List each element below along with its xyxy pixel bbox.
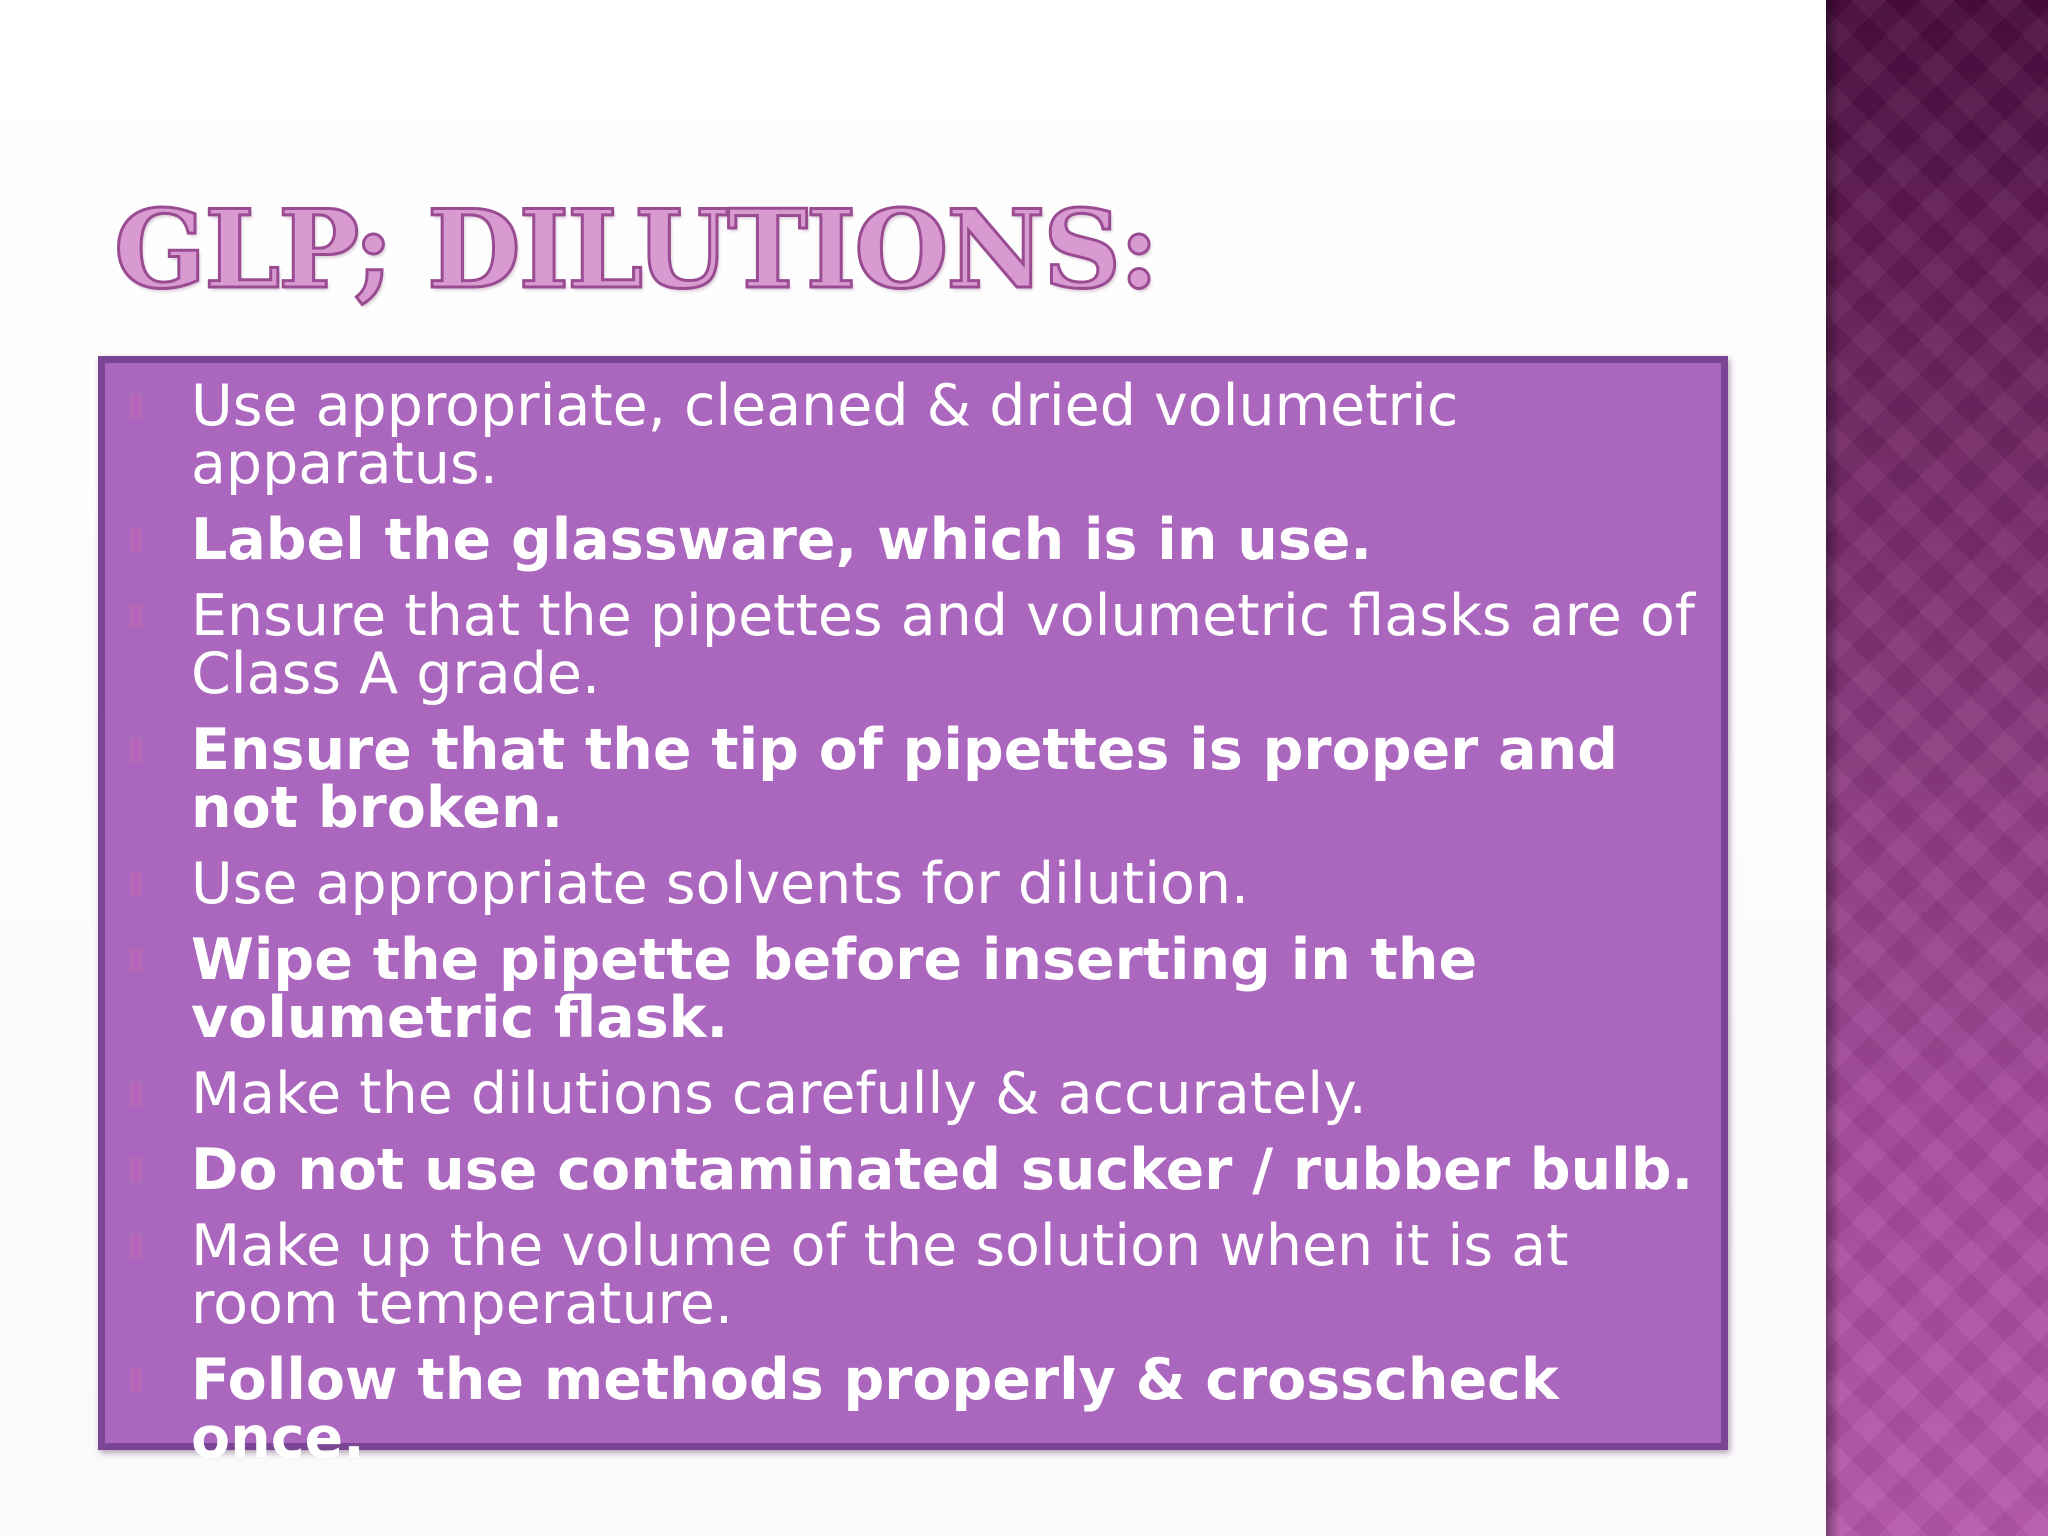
bullet-marker-icon (131, 1159, 141, 1181)
bullet-marker-icon (131, 1083, 141, 1105)
bullet-text: Do not use contaminated sucker / rubber bulb. (191, 1137, 1694, 1203)
bullet-text: Wipe the pipette before inserting in the volumetric flask. (191, 927, 1478, 1051)
bullet-marker-icon (131, 395, 141, 417)
bullet-text: Make the dilutions carefully & accurately. (191, 1061, 1367, 1127)
bullet-marker-icon (131, 1235, 141, 1257)
bullet-marker-icon (131, 949, 141, 971)
bullet-marker-icon (131, 873, 141, 895)
bullet-text: Ensure that the pipettes and volumetric flasks are of Class A grade. (191, 583, 1695, 707)
bullet-list (105, 373, 1721, 1485)
bullet-marker-icon (131, 529, 141, 551)
bullet-text: Ensure that the tip of pipettes is proper and not broken. (191, 717, 1618, 841)
bullet-item-3 (105, 583, 1721, 707)
bullet-item-9 (105, 1213, 1721, 1337)
content-box (98, 356, 1728, 1471)
bullet-item-2 (105, 507, 1721, 573)
bullet-text: Make up the volume of the solution when it is at room temperature. (191, 1213, 1569, 1337)
bullet-item-4 (105, 717, 1721, 841)
bullet-item-8 (105, 1137, 1721, 1203)
bullet-item-6 (105, 927, 1721, 1051)
bullet-text: Use appropriate, cleaned & dried volumetric apparatus. (191, 373, 1459, 497)
bullet-item-10 (105, 1347, 1721, 1471)
bullet-item-5 (105, 851, 1721, 917)
slide-title: GLP; DILUTIONS: (114, 187, 1157, 313)
bullet-item-1 (105, 373, 1721, 497)
bullet-text: Follow the methods properly & crosscheck once. (191, 1347, 1559, 1471)
bullet-item-7 (105, 1061, 1721, 1127)
bullet-text: Label the glassware, which is in use. (191, 507, 1373, 573)
bullet-marker-icon (131, 605, 141, 627)
bullet-marker-icon (131, 739, 141, 761)
decorative-side-band (1826, 0, 2048, 1536)
bullet-marker-icon (131, 1369, 141, 1391)
bullet-text: Use appropriate solvents for dilution. (191, 851, 1250, 917)
